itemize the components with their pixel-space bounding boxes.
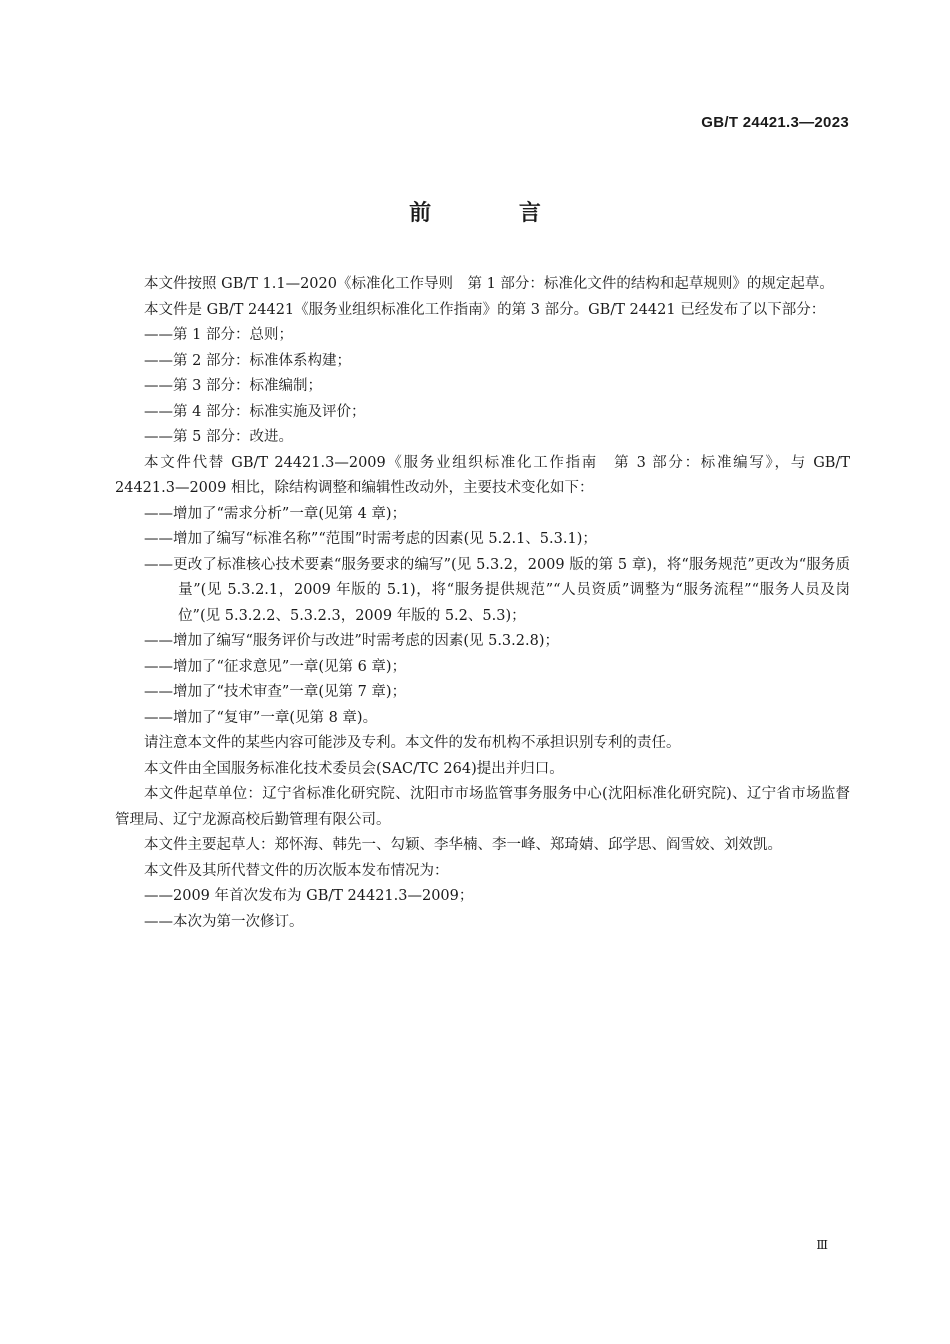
list-item-part: ——第 4 部分：标准实施及评价； xyxy=(144,403,366,420)
list-item-change: ——增加了“征求意见”一章(见第 6 章)； xyxy=(144,658,407,675)
page-title: 前 言 xyxy=(409,201,581,226)
list-item-change: ——更改了标准核心技术要素“服务要求的编写”(见 5.3.2，2009 版的第 5 章)，将“服务规范”更改为“服务质量”(见 5.3.2.1，2009 年版的 5.1)，将“服务提供规范”“人员资质”调整为“服务流程”“服务人员及岗位”(见 5.3.2.2、5.3.2.3，2009 年版的 5.2、5.3)； xyxy=(144,556,850,624)
paragraph-drafting-rules: 本文件按照 GB/T 1.1—2020《标准化工作导则 第 1 部分：标准化文件的结构和起草规则》的规定起草。 xyxy=(144,276,834,292)
foreword-body xyxy=(115,272,850,935)
paragraph-drafters: 本文件主要起草人：郑怀海、韩先一、勾颖、李华楠、李一峰、郑琦婧、邱学思、阎雪姣、刘效凯。 xyxy=(144,837,782,853)
list-item-part: ——第 1 部分：总则； xyxy=(144,327,293,343)
list-item-change: ——增加了“需求分析”一章(见第 4 章)； xyxy=(144,505,407,522)
page-number: Ⅲ xyxy=(816,1238,828,1252)
list-item-change: ——增加了编写“服务评价与改进”时需考虑的因素(见 5.3.2.8)； xyxy=(144,633,559,649)
list-item-change: ——增加了编写“标准名称”“范围”时需考虑的因素(见 5.2.1、5.3.1)； xyxy=(144,531,597,547)
paragraph-patent-notice: 请注意本文件的某些内容可能涉及专利。本文件的发布机构不承担识别专利的责任。 xyxy=(144,735,681,751)
paragraph-proposer: 本文件由全国服务标准化技术委员会(SAC/TC 264)提出并归口。 xyxy=(144,760,564,777)
paragraph-replacement: 本文件代替 GB/T 24421.3—2009《服务业组织标准化工作指南 第 3 部分：标准编写》，与 GB/T 24421.3—2009 相比，除结构调整和编辑性改动外，主要技术变化如下： xyxy=(115,454,850,496)
paragraph-series-info: 本文件是 GB/T 24421《服务业组织标准化工作指南》的第 3 部分。GB/T 24421 已经发布了以下部分： xyxy=(144,301,826,318)
list-item-part: ——第 5 部分：改进。 xyxy=(144,429,293,445)
paragraph-drafting-units: 本文件起草单位：辽宁省标准化研究院、沈阳市市场监管事务服务中心(沈阳标准化研究院)、辽宁省市场监督管理局、辽宁龙源高校后勤管理有限公司。 xyxy=(115,786,850,828)
list-item-part: ——第 3 部分：标准编制； xyxy=(144,378,322,394)
list-item-change: ——增加了“技术审查”一章(见第 7 章)； xyxy=(144,684,407,700)
list-item-part: ——第 2 部分：标准体系构建； xyxy=(144,352,351,369)
list-item-history: ——本次为第一次修订。 xyxy=(144,913,304,930)
list-item-history: ——2009 年首次发布为 GB/T 24421.3—2009； xyxy=(144,888,474,904)
paragraph-history-intro: 本文件及其所代替文件的历次版本发布情况为： xyxy=(144,862,449,879)
standard-number: GB/T 24421.3—2023 xyxy=(701,114,849,131)
list-item-change: ——增加了“复审”一章(见第 8 章)。 xyxy=(144,709,378,726)
